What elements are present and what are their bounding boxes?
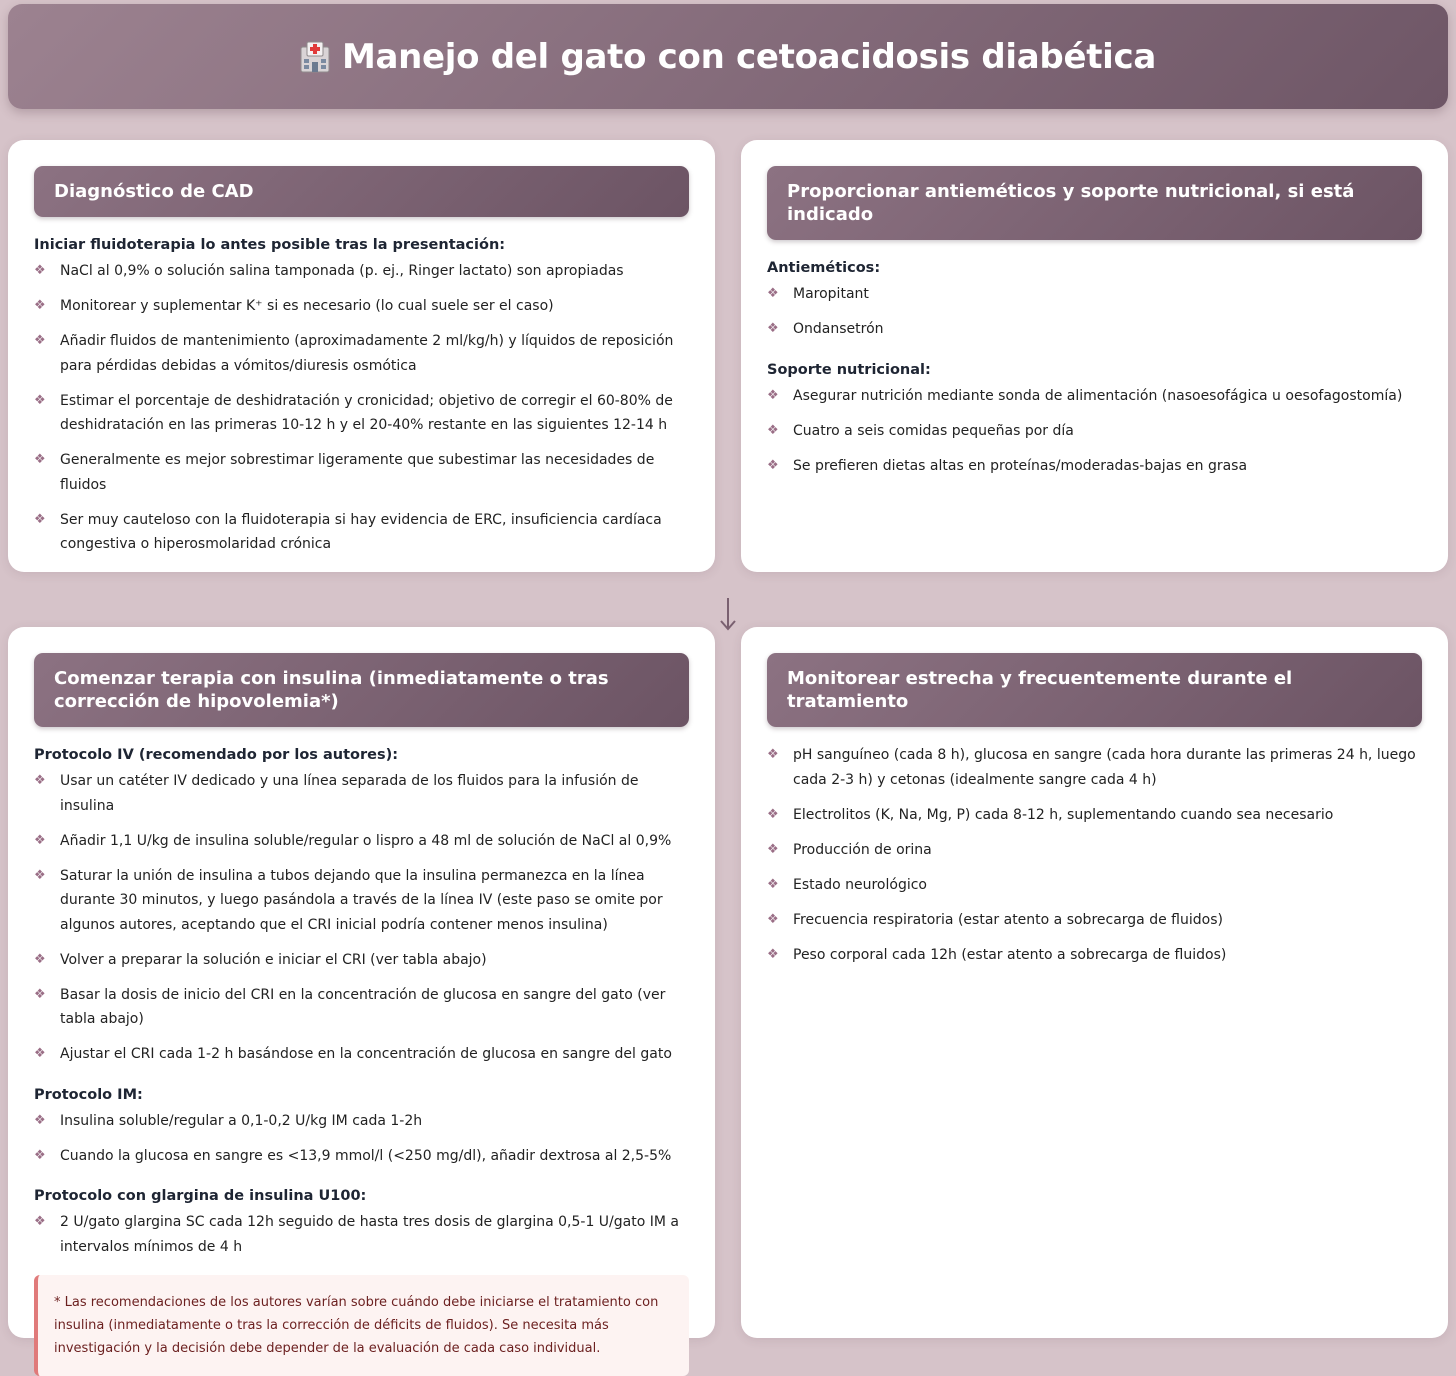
list-item-text: Asegurar nutrición mediante sonda de alimentación (nasoesofágica u oesofagostomía) xyxy=(793,387,1403,404)
list-item-text: Maropitant xyxy=(793,286,869,302)
bullet-list xyxy=(767,743,1422,967)
list-item xyxy=(34,389,689,438)
bullet-diamond-icon: ❖ xyxy=(767,286,779,301)
bullet-list xyxy=(34,1210,689,1259)
section-label: Protocolo IM: xyxy=(34,1086,143,1103)
bullet-diamond-icon: ❖ xyxy=(34,511,46,527)
bullet-diamond-icon: ❖ xyxy=(34,832,46,848)
list-item xyxy=(34,1144,689,1169)
list-item-text: Estimar el porcentaje de deshidratación y cronicidad; objetivo de corregir el 60-80% de deshidratación en las primeras 10-12 h y el 20-40% restante en las siguientes 12-14 h xyxy=(60,392,673,433)
bullet-diamond-icon: ❖ xyxy=(34,773,46,788)
list-item-text: Cuando la glucosa en sangre es <13,9 mmol/l (<250 mg/dl), añadir dextrosa al 2,5-5% xyxy=(60,1147,672,1164)
list-item xyxy=(767,419,1422,444)
list-item xyxy=(34,294,689,319)
bullet-diamond-icon: ❖ xyxy=(34,1046,46,1061)
list-item-text: pH sanguíneo (cada 8 h), glucosa en sangre (cada hora durante las primeras 24 h, luego cada 2-3 h) y cetonas (idealmente sangre cada 4 h) xyxy=(793,747,1416,788)
section-label: Iniciar fluidoterapia lo antes posible tras la presentación: xyxy=(34,237,506,253)
list-item xyxy=(34,1210,689,1259)
bullet-diamond-icon: ❖ xyxy=(767,841,779,857)
list-item-text: Ser muy cauteloso con la fluidoterapia si hay evidencia de ERC, insuficiencia cardíaca congestiva o hiperosmolaridad crónica xyxy=(60,511,662,552)
list-item xyxy=(767,803,1422,828)
section-label: Protocolo con glargina de insulina U100: xyxy=(34,1188,367,1204)
list-item-text: Saturar la unión de insulina a tubos dejando que la insulina permanezca en la línea durante 30 minutos, y luego pasándola a través de la línea IV (este paso se omite por algunos autores, aceptando que el CRI inicial podría contener menos insulina) xyxy=(60,867,663,933)
bullet-list xyxy=(767,282,1422,342)
bullet-diamond-icon: ❖ xyxy=(767,457,779,473)
bullet-diamond-icon: ❖ xyxy=(34,452,46,467)
list-item-text: Insulina soluble/regular a 0,1-0,2 U/kg IM cada 1-2h xyxy=(60,1112,423,1129)
hospital-icon xyxy=(300,41,330,73)
list-item xyxy=(767,873,1422,898)
card-insulina xyxy=(8,627,715,1356)
list-item-text: Generalmente es mejor sobrestimar ligeramente que subestimar las necesidades de fluidos xyxy=(60,452,655,493)
page-header xyxy=(8,4,1448,109)
section-label: Protocolo IV (recomendado por los autores): xyxy=(34,747,399,763)
list-item xyxy=(34,1042,689,1067)
card-body xyxy=(767,258,1422,478)
list-item xyxy=(767,282,1422,307)
bullet-diamond-icon: ❖ xyxy=(34,867,46,883)
list-item-text: Ajustar el CRI cada 1-2 h basándose en la concentración de glucosa en sangre del gato xyxy=(60,1046,672,1062)
bullet-diamond-icon: ❖ xyxy=(767,806,779,822)
bullet-diamond-icon: ❖ xyxy=(767,946,779,962)
card-body xyxy=(34,745,689,1259)
card-title: Comenzar terapia con insulina (inmediatamente o tras corrección de hipovolemia*) xyxy=(34,653,689,727)
bullet-diamond-icon: ❖ xyxy=(34,1112,46,1128)
bullet-diamond-icon: ❖ xyxy=(767,911,779,927)
bullet-diamond-icon: ❖ xyxy=(34,1214,46,1229)
bullet-diamond-icon: ❖ xyxy=(767,422,779,438)
card-title: Monitorear estrecha y frecuentemente durante el tratamiento xyxy=(767,653,1422,727)
bullet-diamond-icon: ❖ xyxy=(34,298,46,313)
list-item xyxy=(34,1109,689,1134)
bullet-diamond-icon: ❖ xyxy=(767,876,779,892)
card-monitoreo xyxy=(741,627,1448,1338)
section-label: Antieméticos: xyxy=(767,260,881,276)
list-item xyxy=(767,943,1422,968)
flow-arrow-down-icon xyxy=(720,598,736,632)
list-item xyxy=(767,743,1422,792)
list-item-text: Estado neurológico xyxy=(793,876,927,893)
list-item xyxy=(34,983,689,1032)
bullet-list xyxy=(34,769,689,1067)
list-item xyxy=(34,259,689,284)
card-title: Diagnóstico de CAD xyxy=(34,166,689,217)
list-item xyxy=(767,454,1422,479)
list-item xyxy=(34,448,689,497)
bullet-diamond-icon: ❖ xyxy=(767,321,779,336)
list-item-text: 2 U/gato glargina SC cada 12h seguido de hasta tres dosis de glargina 0,5-1 U/gato IM a intervalos mínimos de 4 h xyxy=(60,1214,679,1255)
card-antiemeticos xyxy=(741,140,1448,572)
list-item xyxy=(767,838,1422,863)
list-item-text: Volver a preparar la solución e iniciar el CRI (ver tabla abajo) xyxy=(60,951,487,968)
list-item xyxy=(34,864,689,938)
page-title: Manejo del gato con cetoacidosis diabética xyxy=(341,36,1157,77)
card-diagnostico xyxy=(8,140,715,572)
card-body xyxy=(767,727,1422,967)
card-body xyxy=(34,235,689,557)
bullet-list xyxy=(767,384,1422,479)
list-item-text: Peso corporal cada 12h (estar atento a sobrecarga de fluidos) xyxy=(793,946,1227,963)
list-item xyxy=(34,769,689,818)
bullet-diamond-icon: ❖ xyxy=(34,333,46,348)
footnote: * Las recomendaciones de los autores varían sobre cuándo debe iniciarse el tratamiento con insulina (inmediatamente o tras la corrección de déficits de fluidos). Se necesita más investigación y la decisión debe depender de la evaluación de cada caso individual. xyxy=(34,1275,689,1376)
list-item-text: Ondansetrón xyxy=(793,321,884,337)
list-item-text: Basar la dosis de inicio del CRI en la concentración de glucosa en sangre del gato (ver tabla abajo) xyxy=(60,986,666,1027)
list-item xyxy=(34,948,689,973)
list-item-text: Añadir fluidos de mantenimiento (aproximadamente 2 ml/kg/h) y líquidos de reposición para pérdidas debidas a vómitos/diuresis osmótica xyxy=(60,333,674,374)
list-item-text: Se prefieren dietas altas en proteínas/moderadas-bajas en grasa xyxy=(793,457,1248,474)
list-item xyxy=(767,317,1422,342)
list-item-text: Cuatro a seis comidas pequeñas por día xyxy=(793,422,1074,439)
card-title: Proporcionar antieméticos y soporte nutricional, si está indicado xyxy=(767,166,1422,240)
list-item xyxy=(34,508,689,557)
list-item-text: Monitorear y suplementar K⁺ si es necesario (lo cual suele ser el caso) xyxy=(60,298,554,314)
section-label: Soporte nutricional: xyxy=(767,361,931,378)
list-item-text: Añadir 1,1 U/kg de insulina soluble/regular o lispro a 48 ml de solución de NaCl al 0,9% xyxy=(60,832,672,849)
bullet-diamond-icon: ❖ xyxy=(767,387,779,403)
bullet-diamond-icon: ❖ xyxy=(34,1147,46,1163)
list-item-text: Frecuencia respiratoria (estar atento a sobrecarga de fluidos) xyxy=(793,911,1223,928)
list-item-text: NaCl al 0,9% o solución salina tamponada (p. ej., Ringer lactato) son apropiadas xyxy=(60,263,624,279)
bullet-diamond-icon: ❖ xyxy=(34,263,46,278)
list-item-text: Producción de orina xyxy=(793,841,932,858)
bullet-diamond-icon: ❖ xyxy=(34,986,46,1002)
bullet-diamond-icon: ❖ xyxy=(767,747,779,762)
bullet-diamond-icon: ❖ xyxy=(34,951,46,967)
list-item xyxy=(767,384,1422,409)
list-item xyxy=(34,829,689,854)
bullet-list xyxy=(34,259,689,557)
bullet-list xyxy=(34,1109,689,1169)
list-item-text: Electrolitos (K, Na, Mg, P) cada 8-12 h, suplementando cuando sea necesario xyxy=(793,806,1334,823)
list-item xyxy=(767,908,1422,933)
list-item xyxy=(34,329,689,378)
list-item-text: Usar un catéter IV dedicado y una línea separada de los fluidos para la infusión de insulina xyxy=(60,773,639,814)
bullet-diamond-icon: ❖ xyxy=(34,392,46,408)
